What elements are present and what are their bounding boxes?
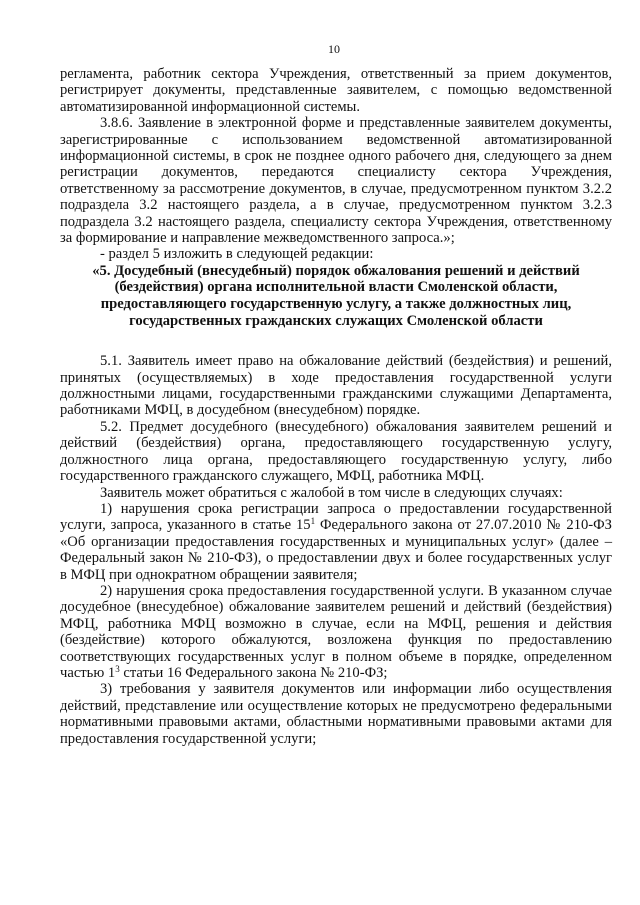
paragraph-text: регламента, работник сектора Учреждения, ответственный за прием документов, регистрирует документы, представленные заявителем, с помощью ведомственной автоматизированной информационной системы. — [60, 66, 612, 115]
paragraph-text: - раздел 5 изложить в следующей редакции: — [100, 246, 374, 263]
paragraph-text: 3.8.6. Заявление в электронной форме и представленные заявителем документы, зарегистрированные с использованием ведомственной автоматизированной информационной системы, в срок не позднее одного рабочего дня, следующего за днем регистрации документов, передаются специалисту сектора Учреждения, ответственному за рассмотрение документов, в случае, предусмотренном пунктом 3.2.2 подраздела 3.2 настоящего раздела, а в случае, предусмотренном пунктом 3.2.3 подраздела 3.2 настоящего раздела, специалисту сектора Учреждения, ответственному за формирование и направление межведомственного запроса.»; — [60, 115, 612, 247]
page-number: 10 — [328, 42, 340, 56]
paragraph — [60, 681, 612, 747]
paragraph — [60, 115, 612, 246]
paragraph — [60, 485, 612, 501]
paragraph-text-continued: статьи 16 Федерального закона № 210-ФЗ; — [119, 664, 388, 681]
paragraph-text: 2) нарушения срока предоставления государственной услуги. В указанном случае досудебное (внесудебное) обжалование заявителем решений и действий (бездействия) МФЦ, работника МФЦ возможно в случае, если на МФЦ, решения и действия (бездействие) которого обжалуются, возложена функция по предоставлению соответствующих государственных услуг в полном объеме в порядке, определенном частью 1 — [60, 582, 612, 681]
section-heading — [60, 263, 612, 329]
paragraph-text: 1) нарушения срока регистрации запроса о предоставлении государственной услуги, запроса, указанного в статье 15 — [60, 500, 612, 534]
paragraph — [60, 353, 612, 419]
paragraph-text: Заявитель может обратиться с жалобой в том числе в следующих случаях: — [100, 484, 563, 501]
paragraph-text-continued: Федерального закона от 27.07.2010 № 210-ФЗ «Об организации предоставления государственных и муниципальных услуг» (далее – Федеральный закон № 210-ФЗ), о предоставлении двух и более государственных услуг в МФЦ при однократном обращении заявителя; — [60, 517, 612, 583]
section-spacer — [60, 329, 612, 353]
superscript: 3 — [115, 663, 120, 674]
paragraph-text: 5.1. Заявитель имеет право на обжалование действий (бездействия) и решений, принятых (осуществляемых) в ходе предоставления государственной услуги должностными лицами, государственными гражданскими служащими Департамента, работниками МФЦ, в досудебном (внесудебном) порядке. — [60, 353, 612, 419]
document-page — [60, 0, 612, 905]
document-body — [60, 66, 612, 747]
paragraph — [60, 501, 612, 583]
paragraph-text: 5.2. Предмет досудебного (внесудебного) обжалования заявителем решений и действий (бездействия) органа, предоставляющего государственную услугу, должностного лица органа, предоставляющего государственную услугу, либо государственного гражданского служащего, МФЦ, работника МФЦ. — [60, 418, 612, 485]
superscript: 1 — [310, 516, 316, 527]
paragraph — [60, 419, 612, 485]
section-heading-text: «5. Досудебный (внесудебный) порядок обжалования решений и действий (бездействия) органа исполнительной власти Смоленской области, предоставляющего государственную услугу, а также должностных лиц, государственных гражданских служащих Смоленской области — [92, 262, 580, 329]
paragraph-text: 3) требования у заявителя документов или информации либо осуществления действий, представление или осуществление которых не предусмотрено федеральными нормативными правовыми актами, областными нормативными правовыми актами для предоставления государственной услуги; — [60, 681, 612, 747]
paragraph — [60, 66, 612, 115]
paragraph — [60, 246, 612, 262]
paragraph — [60, 583, 612, 681]
